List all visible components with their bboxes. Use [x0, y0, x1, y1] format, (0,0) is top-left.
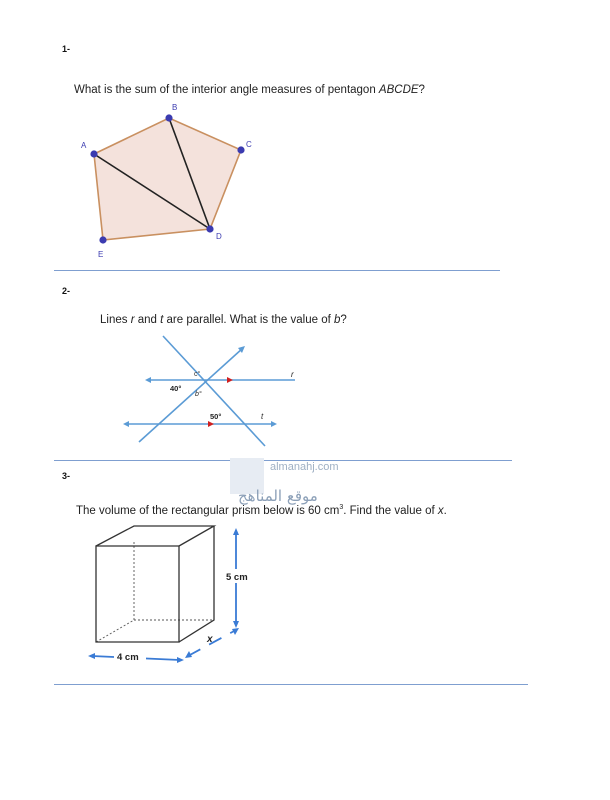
angle-label-40: 40°	[170, 384, 182, 393]
height-label: 5 cm	[226, 572, 248, 583]
watermark-site-text: almanahj.com	[270, 461, 339, 473]
q3-text-mid: . Find the value of	[343, 504, 438, 517]
parallel-lines-figure	[115, 330, 315, 450]
pentagon-shape	[94, 118, 241, 240]
q2-line-r: r	[130, 314, 135, 326]
angle-label-b: b°	[195, 391, 202, 398]
line-label-t: t	[261, 412, 264, 421]
question-number-3: 3-	[62, 471, 71, 481]
question-number-1: 1-	[62, 44, 71, 54]
question-1-text-end: ?	[418, 84, 425, 96]
q3-text-sup: 3	[339, 504, 344, 511]
prism-front-face	[96, 546, 179, 642]
line-t-end-arrow	[123, 421, 129, 427]
question-text-2	[100, 314, 347, 326]
separator-1	[54, 270, 500, 271]
vertex-point-e	[99, 236, 106, 243]
vertex-point-a	[90, 150, 97, 157]
height-arrow-bottom	[233, 621, 239, 628]
prism-top-face	[96, 526, 214, 546]
width-arrow-left	[88, 653, 95, 659]
width-label: 4 cm	[117, 652, 139, 663]
q3-text-plain: The volume of the rectangular prism below is 60 cm	[76, 504, 340, 517]
hidden-edge	[96, 620, 134, 642]
q2-text-part: are parallel. What is the value of	[163, 314, 334, 326]
question-1-text-italic: ABCDE	[378, 84, 419, 96]
line-t-right-arrow	[271, 421, 277, 427]
question-text-3	[76, 504, 447, 517]
question-number-2: 2-	[62, 286, 71, 296]
transversal-2	[139, 348, 243, 442]
separator-3	[54, 684, 528, 685]
vertex-point-d	[206, 225, 213, 232]
parallel-marker-t	[208, 421, 214, 427]
depth-label: x	[207, 634, 213, 645]
q3-text-italic: x	[437, 504, 444, 517]
q2-var-b: b	[333, 314, 341, 326]
height-arrow-top	[233, 528, 239, 535]
line-r-end-arrow	[145, 377, 151, 383]
q2-line-t: t	[160, 314, 164, 326]
q2-text-part: Lines	[100, 314, 131, 326]
question-1-text-plain: What is the sum of the interior angle measures of pentagon	[74, 84, 379, 96]
parallel-marker-r	[227, 377, 233, 383]
pentagon-figure	[60, 98, 290, 268]
q2-text-part: and	[134, 314, 161, 326]
line-label-r: r	[291, 370, 294, 379]
vertex-label-b: B	[172, 103, 178, 112]
vertex-label-a: A	[81, 141, 87, 150]
vertex-label-e: E	[98, 250, 104, 259]
q3-text-end: .	[443, 504, 447, 517]
vertex-label-c: C	[246, 140, 252, 149]
rectangular-prism-figure	[84, 524, 274, 674]
vertex-point-b	[165, 114, 172, 121]
vertex-point-c	[237, 146, 244, 153]
question-text-1	[74, 84, 425, 96]
angle-label-c: c°	[194, 371, 201, 378]
vertex-label-d: D	[216, 232, 222, 241]
width-arrow-right	[177, 657, 184, 663]
angle-label-50: 50°	[210, 412, 222, 421]
q2-text-part: ?	[340, 314, 347, 326]
watermark-arabic-text: موقع المناهج	[238, 487, 318, 505]
